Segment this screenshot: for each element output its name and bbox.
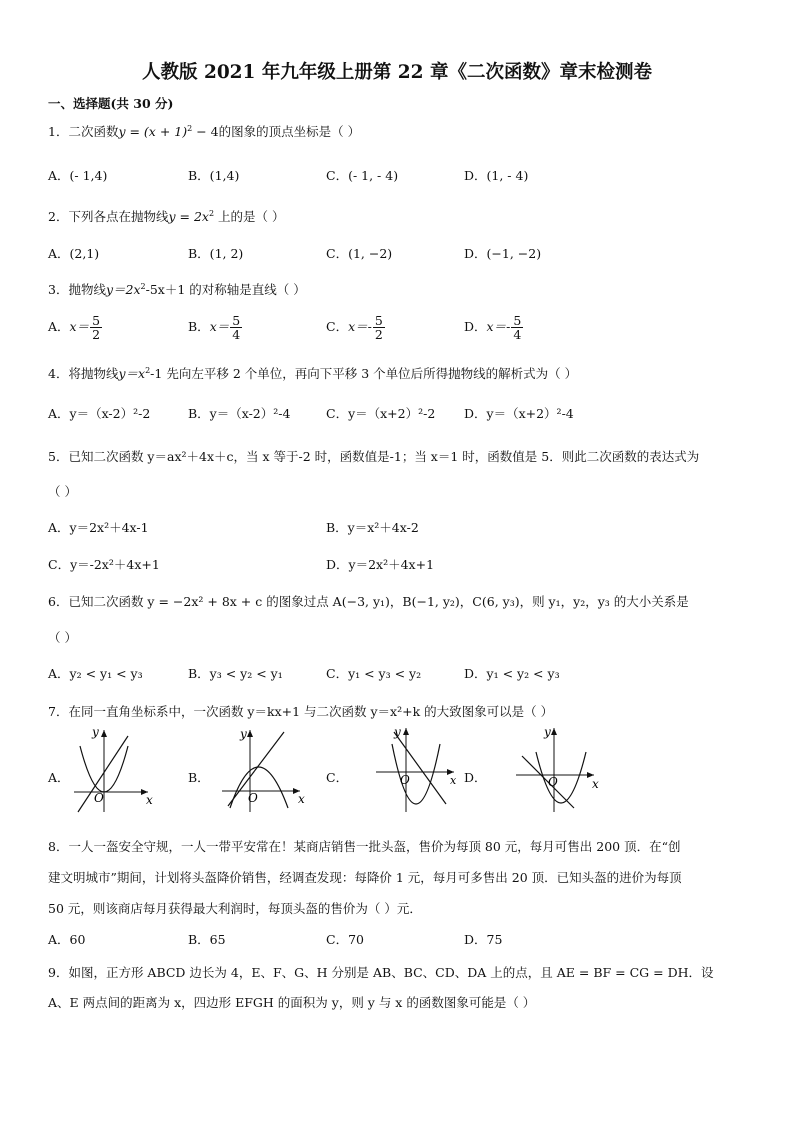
question-8-line1: 8．一人一盔安全守规，一人一带平安常在！某商店销售一批头盔，售价为每顶 80 元，每月可售出 200 顶．在“创: [48, 839, 681, 854]
q3-d-fraction: $\frac{5}{4}$: [513, 313, 522, 342]
q4-option-c[interactable]: C．y＝（x+2）²-2: [326, 406, 436, 421]
q7-b-x-label: x: [298, 792, 305, 806]
q8-option-d[interactable]: D．75: [464, 932, 503, 947]
q7-a-origin: O: [94, 791, 104, 805]
question-4: 4．将抛物线$y=x^2-1$ 先向左平移 2 个单位，再向下平移 3 个单位后所得抛物线的解析式为（ ）: [48, 365, 578, 381]
q3-option-c[interactable]: C．x＝- $\frac{5}{2}$: [326, 313, 383, 342]
q2-option-a[interactable]: A．(2,1): [48, 246, 100, 261]
q4-text-pre: 4．将抛物线: [48, 366, 119, 381]
q7-graph-d: [512, 724, 604, 816]
q4-option-d[interactable]: D．y＝（x+2）²-4: [464, 406, 574, 421]
q3-text-pre: 3．抛物线: [48, 282, 106, 297]
q7-c-origin: O: [400, 773, 410, 787]
q7-d-y-label: y: [544, 725, 551, 739]
q2-text-pre: 2．下列各点在抛物线: [48, 209, 169, 224]
section-heading: 一、选择题(共 30 分): [48, 96, 174, 111]
page-title: 人教版 2021 年九年级上册第 22 章《二次函数》章末检测卷: [142, 62, 652, 83]
q6-option-a[interactable]: A．y₂ < y₁ < y₃: [48, 666, 143, 681]
q2-text-post: 上的是（ ）: [218, 209, 285, 224]
q4-option-a[interactable]: A．y＝（x-2）²-2: [48, 406, 151, 421]
q7-option-a[interactable]: A．: [48, 770, 70, 785]
q1-option-b[interactable]: B．(1,4): [188, 168, 240, 183]
question-9-line1: 9．如图，正方形 ABCD 边长为 4，E、F、G、H 分别是 AB、BC、CD、DA 上的点，且 AE = BF = CG = DH．设: [48, 965, 714, 980]
q6-option-c[interactable]: C．y₁ < y₃ < y₂: [326, 666, 422, 681]
q8-option-a[interactable]: A．60: [48, 932, 86, 947]
q5-option-c[interactable]: C．y＝-2x²＋4x+1: [48, 557, 160, 572]
q6-option-b[interactable]: B．y₃ < y₂ < y₁: [188, 666, 283, 681]
question-9-line2: A、E 两点间的距离为 x，四边形 EFGH 的面积为 y，则 y 与 x 的函数图象可能是（ ）: [48, 995, 536, 1010]
q1-option-a[interactable]: A．(- 1,4): [48, 168, 108, 183]
q4-option-b[interactable]: B．y＝（x-2）²-4: [188, 406, 291, 421]
q3-option-b[interactable]: B．x＝ $\frac{5}{4}$: [188, 313, 241, 342]
q4-text-post: 先向左平移 2 个单位，再向下平移 3 个单位后所得抛物线的解析式为（ ）: [166, 366, 578, 381]
q2-option-b[interactable]: B．(1, 2): [188, 246, 244, 261]
question-3: 3．抛物线$y=2x^2-5x+1$ 的对称轴是直线（ ）: [48, 281, 306, 297]
q2-formula: y = 2x: [168, 209, 209, 224]
question-8-line2: 建文明城市”期间，计划将头盔降价销售，经调查发现：每降价 1 元，每月可多售出 20 顶．已知头盔的进价为每顶: [48, 870, 682, 885]
question-8-line3: 50 元，则该商店每月获得最大利润时，每顶头盔的售价为（ ）元．: [48, 901, 422, 916]
q5-option-a[interactable]: A．y＝2x²＋4x-1: [48, 520, 149, 535]
q1-option-d[interactable]: D．(1, - 4): [464, 168, 529, 183]
q4-formula-part2: -1: [150, 366, 163, 381]
q7-c-y-label: y: [394, 725, 401, 739]
q1-formula-part2: − 4: [196, 124, 219, 139]
question-5-bracket: （ ）: [48, 484, 77, 499]
q1-text-pre: 1．二次函数: [48, 124, 119, 139]
q6-option-d[interactable]: D．y₁ < y₂ < y₃: [464, 666, 560, 681]
q8-option-c[interactable]: C．70: [326, 932, 364, 947]
q2-option-d[interactable]: D．(−1, −2): [464, 246, 542, 261]
q1-option-c[interactable]: C．(- 1, - 4): [326, 168, 399, 183]
q7-option-c[interactable]: C．: [326, 770, 349, 785]
q3-text-post: 的对称轴是直线（ ）: [189, 282, 306, 297]
question-7-text: 7．在同一直角坐标系中，一次函数 y＝kx+1 与二次函数 y＝x²+k 的大致图象可以是（ ）: [48, 704, 554, 719]
q5-option-b[interactable]: B．y＝x²＋4x-2: [326, 520, 419, 535]
q7-graph-c: [372, 724, 464, 816]
q3-c-fraction: $\frac{5}{2}$: [374, 313, 383, 342]
q7-graph-a: [68, 724, 163, 816]
q7-d-x-label: x: [592, 777, 599, 791]
q3-formula-part2: -5x＋1: [145, 282, 186, 297]
q7-option-d[interactable]: D．: [464, 770, 487, 785]
q7-b-y-label: y: [240, 727, 247, 741]
q7-b-origin: O: [248, 791, 258, 805]
question-5-text: 5．已知二次函数 y＝ax²＋4x＋c，当 x 等于-2 时，函数值是-1；当 x＝1 时，函数值是 5．则此二次函数的表达式为: [48, 449, 700, 464]
q3-option-a[interactable]: A．x＝ $\frac{5}{2}$: [48, 313, 101, 342]
q7-a-x-label: x: [146, 793, 153, 807]
q1-text-post: 的图象的顶点坐标是（ ）: [218, 124, 361, 139]
q3-option-d[interactable]: D．x＝- $\frac{5}{4}$: [464, 313, 522, 342]
q3-formula-part1: y＝2x: [105, 282, 141, 297]
question-2: 2．下列各点在抛物线$y = 2x^2$ 上的是（ ）: [48, 208, 285, 224]
q5-option-d[interactable]: D．y＝2x²＋4x+1: [326, 557, 435, 572]
q1-formula-part1: y = (x + 1): [118, 124, 188, 139]
question-6-bracket: （ ）: [48, 630, 77, 645]
q7-a-y-label: y: [92, 725, 99, 739]
q7-option-b[interactable]: B．: [188, 770, 210, 785]
q8-option-b[interactable]: B．65: [188, 932, 226, 947]
q2-option-c[interactable]: C．(1, −2): [326, 246, 393, 261]
question-6-text: 6．已知二次函数 y = −2x² + 8x + c 的图象过点 A(−3, y₁)，B(−1, y₂)，C(6, y₃)，则 y₁，y₂，y₃ 的大小关系是: [48, 594, 689, 609]
q7-graph-b: [214, 724, 314, 816]
q3-a-fraction: $\frac{5}{2}$: [92, 313, 101, 342]
q7-d-origin: O: [548, 775, 558, 789]
q3-b-fraction: $\frac{5}{4}$: [232, 313, 241, 342]
q4-formula-part1: y＝x: [118, 366, 146, 381]
question-1: 1．二次函数$y = (x + 1)^2 - 4$的图象的顶点坐标是（ ）: [48, 123, 361, 139]
q7-c-x-label: x: [450, 774, 457, 787]
